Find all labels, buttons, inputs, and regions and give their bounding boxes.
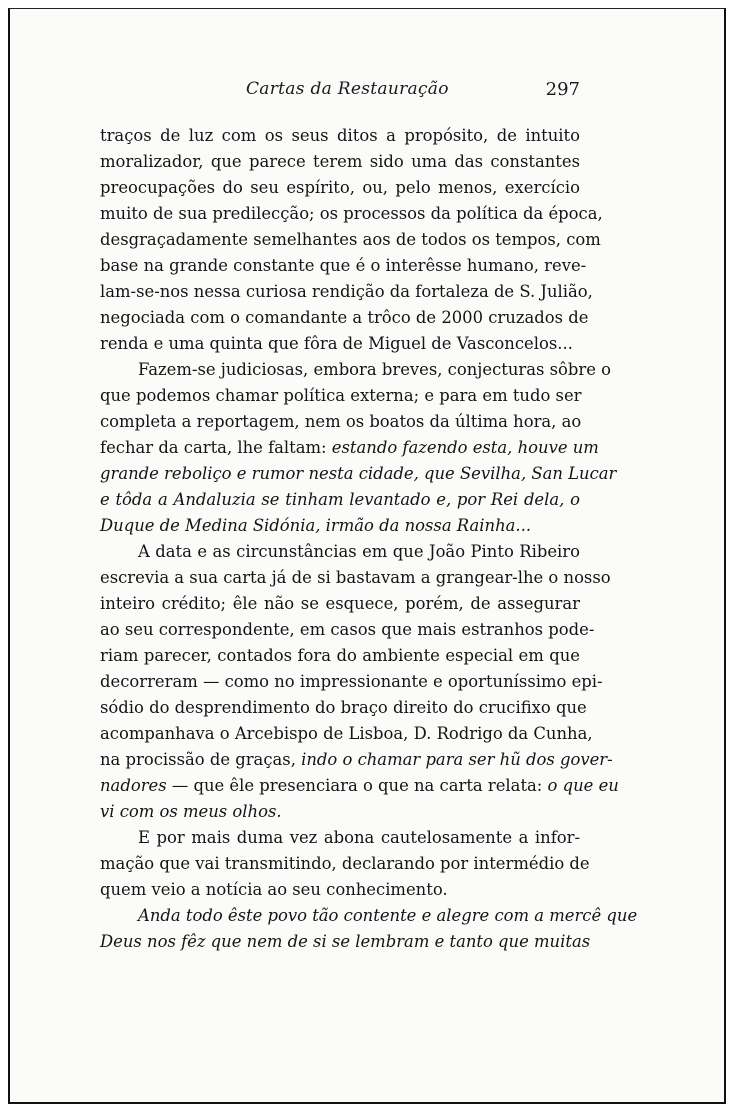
text-line (100, 435, 599, 461)
italic-quote-line: Duque de Medina Sidónia, irmão da nossa Rainha... (100, 516, 532, 535)
text-line: Fazem-se judiciosas, embora breves, conjecturas sôbre o (138, 360, 612, 379)
text-line: acompanhava o Arcebispo de Lisboa, D. Rodrigo da Cunha, (100, 724, 593, 743)
italic-quote: o que eu (547, 776, 619, 795)
italic-quote-line: Anda todo êste povo tão contente e alegre com a mercê que (138, 906, 638, 925)
italic-quote: indo o chamar para ser hũ dos gover- (301, 750, 613, 769)
text-line: E por mais duma vez abona cautelosamente a infor- (138, 828, 580, 847)
text-line (100, 773, 619, 799)
text-line: negociada com o comandante a trôco de 2000 cruzados de (100, 308, 589, 327)
italic-quote: estando fazendo esta, houve um (331, 438, 599, 457)
text-line: sódio do desprendimento do braço direito do crucifixo que (100, 698, 587, 717)
text-line: preocupações do seu espírito, ou, pelo menos, exercício (100, 178, 580, 197)
italic-quote-line: vi com os meus olhos. (100, 802, 282, 821)
text-line: riam parecer, contados fora do ambiente especial em que (100, 646, 580, 665)
text-line: completa a reportagem, nem os boatos da última hora, ao (100, 412, 582, 431)
text-line: ao seu correspondente, em casos que mais estranhos pode- (100, 620, 595, 639)
book-page (8, 8, 726, 1104)
text-run: — que êle presenciara o que na carta relata: (166, 776, 548, 795)
text-line: decorreram — como no impressionante e oportuníssimo epi- (100, 672, 603, 691)
page-number: 297 (545, 79, 580, 100)
text-line: escrevia a sua carta já de si bastavam a grangear-lhe o nosso (100, 568, 611, 587)
running-title: Cartas da Restauração (246, 79, 449, 99)
text-line: traços de luz com os seus ditos a propósito, de intuito (100, 126, 580, 145)
text-line: lam-se-nos nessa curiosa rendição da fortaleza de S. Julião, (100, 282, 593, 301)
text-line: base na grande constante que é o interêsse humano, reve- (100, 256, 587, 275)
page-header (100, 79, 580, 109)
text-line: A data e as circunstâncias em que João Pinto Ribeiro (138, 542, 580, 561)
text-line: quem veio a notícia ao seu conhecimento. (100, 880, 448, 899)
text-line: muito de sua predilecção; os processos da política da época, (100, 204, 603, 223)
text-line (100, 747, 613, 773)
text-line: mação que vai transmitindo, declarando por intermédio de (100, 854, 590, 873)
body-text (100, 123, 638, 955)
text-line: moralizador, que parece terem sido uma das constantes (100, 152, 580, 171)
text-line: inteiro crédito; êle não se esquece, porém, de assegurar (100, 594, 580, 613)
text-run: na procissão de graças, (100, 750, 302, 769)
text-line: que podemos chamar política externa; e para em tudo ser (100, 386, 582, 405)
text-line: renda e uma quinta que fôra de Miguel de Vasconcelos... (100, 334, 573, 353)
text-run: fechar da carta, lhe faltam: (100, 438, 332, 457)
italic-quote-line: grande reboliço e rumor nesta cidade, que Sevilha, San Lucar (100, 464, 617, 483)
italic-quote-line: e tôda a Andaluzia se tinham levantado e, por Rei dela, o (100, 490, 580, 509)
italic-quote-line: Deus nos fêz que nem de si se lembram e tanto que muitas (100, 932, 591, 951)
text-line: desgraçadamente semelhantes aos de todos os tempos, com (100, 230, 601, 249)
italic-quote: nadores (100, 776, 167, 795)
